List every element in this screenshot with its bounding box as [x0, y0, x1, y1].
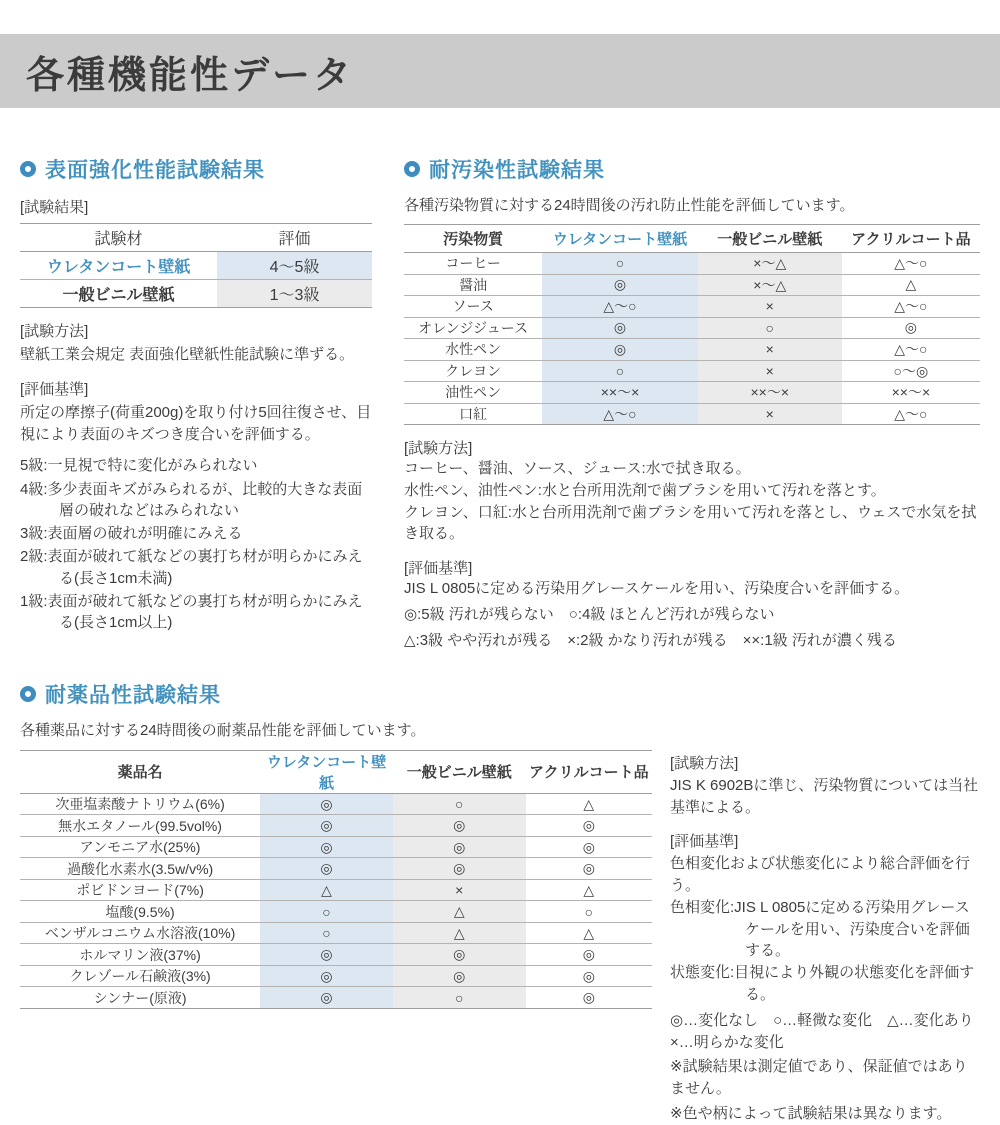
- stain-method-label: [試験方法]: [404, 440, 473, 457]
- row-label: 無水エタノール(99.5vol%): [58, 817, 222, 834]
- grade-item: 4級:多少表面キズがみられるが、比較的大きな表面層の破れなどはみられない: [20, 480, 363, 519]
- surface-criteria-text: 所定の摩擦子(荷重200g)を取り付け5回往復させ、目視により表面のキズつき度合いを評価する。: [20, 403, 372, 443]
- row-label: 油性ペン: [445, 384, 502, 401]
- result-cell: △: [260, 879, 393, 901]
- footnote: ※試験結果は測定値であり、保証値ではありません。: [670, 1057, 968, 1098]
- result-cell: △: [393, 901, 526, 923]
- table-row: [20, 252, 372, 280]
- table-row: [20, 965, 652, 987]
- row-label: アンモニア水(25%): [79, 839, 201, 855]
- footnote: ※色や柄によって試験結果は異なります。: [670, 1104, 952, 1122]
- row-label: クレゾール石鹸液(3%): [69, 968, 211, 984]
- stain-intro-text: 各種汚染物質に対する24時間後の汚れ防止性能を評価しています。: [404, 197, 855, 214]
- chemical-criteria-line: 色相変化および状態変化により総合評価を行う。: [670, 855, 971, 894]
- top-columns: [20, 154, 980, 653]
- table-row: [20, 836, 652, 858]
- table-row: [404, 296, 980, 318]
- table-row: [20, 987, 652, 1009]
- result-cell: 1〜3級: [217, 280, 372, 308]
- result-cell: ×: [698, 403, 842, 425]
- result-cell: ◎: [393, 965, 526, 987]
- table-row: [404, 382, 980, 404]
- result-cell: ×: [698, 339, 842, 361]
- table-header-row: [404, 225, 980, 253]
- surface-method-label: [試験方法]: [20, 323, 89, 340]
- result-cell: △: [905, 276, 917, 293]
- row-label: シンナー(原液): [93, 989, 187, 1006]
- grade-item: 5級:一見視で特に変化がみられない: [20, 457, 258, 475]
- result-cell: ◎: [582, 946, 595, 962]
- result-cell: ◎: [260, 793, 393, 815]
- row-label: 口紅: [459, 405, 488, 422]
- result-cell: ×: [698, 296, 842, 318]
- result-cell: ×〜△: [698, 274, 842, 296]
- table-row: [20, 901, 652, 923]
- column-header-acrylic: アクリルコート品: [529, 764, 649, 782]
- stain-table-body: [404, 253, 980, 425]
- result-cell: ◎: [260, 815, 393, 837]
- result-cell: ◎: [582, 860, 595, 876]
- table-row: [404, 274, 980, 296]
- column-header-chemical: 薬品名: [117, 764, 163, 782]
- result-cell: ○: [542, 253, 698, 275]
- section-stain-test: [404, 154, 980, 653]
- result-cell: △〜○: [894, 255, 928, 272]
- column-header-acrylic: アクリルコート品: [851, 231, 971, 248]
- result-cell: △〜○: [894, 298, 928, 315]
- row-label: コーヒー: [445, 255, 501, 272]
- stain-criteria-label: [評価基準]: [404, 560, 473, 577]
- row-label: 次亜塩素酸ナトリウム(6%): [55, 796, 225, 812]
- result-cell: ×〜△: [698, 253, 842, 275]
- table-row: [404, 253, 980, 275]
- chemical-table-body: [20, 793, 652, 1008]
- chemical-content-row: [20, 750, 980, 1125]
- result-cell: ◎: [904, 319, 917, 336]
- surface-method-text: 壁紙工業会規定 表面強化壁紙性能試験に準ずる。: [20, 346, 355, 363]
- section-surface-test: [20, 154, 372, 653]
- column-header-substance: 汚染物質: [443, 231, 504, 248]
- surface-criteria-label: [評価基準]: [20, 380, 89, 398]
- grade-item: 3級:表面層の破れが明確にみえる: [20, 525, 243, 543]
- result-cell: ◎: [542, 317, 698, 339]
- table-row: [404, 360, 980, 382]
- chemical-criteria-line: 状態変化:目視により外観の状態変化を評価する。: [670, 964, 975, 1003]
- stain-legend-line: ◎:5級 汚れが残らない ○:4級 ほとんど汚れが残らない: [404, 605, 775, 623]
- chemical-legend-line: ◎…変化なし ○…軽微な変化 △…変化あり: [670, 1011, 974, 1029]
- result-cell: ○: [393, 793, 526, 815]
- result-cell: △: [583, 795, 595, 812]
- row-label: 一般ビニル壁紙: [62, 287, 175, 304]
- result-cell: △: [583, 881, 595, 898]
- column-header-urethane: ウレタンコート壁紙: [552, 231, 688, 248]
- result-cell: ◎: [542, 339, 698, 361]
- result-cell: ◎: [582, 989, 595, 1005]
- row-label: 醤油: [459, 276, 488, 293]
- result-cell: ○: [698, 317, 842, 339]
- column-header-urethane: ウレタンコート壁紙: [266, 753, 387, 792]
- page-content: [0, 154, 1000, 1125]
- table-row: [404, 403, 980, 425]
- result-cell: ◎: [260, 987, 393, 1009]
- row-label: ホルマリン液(37%): [79, 946, 201, 963]
- chemical-test-table: [20, 750, 652, 1009]
- section-bullet-icon: [404, 161, 420, 177]
- section-chemical-test: [20, 679, 980, 1125]
- row-label: ウレタンコート壁紙: [46, 259, 191, 276]
- result-cell: ◎: [393, 836, 526, 858]
- table-row: [20, 858, 652, 880]
- row-label: ソース: [452, 298, 494, 315]
- result-cell: ◎: [260, 944, 393, 966]
- row-label: クレヨン: [445, 362, 502, 379]
- page-header: [0, 34, 1000, 108]
- stain-test-table: [404, 224, 980, 425]
- result-cell: ○〜◎: [893, 362, 929, 379]
- result-cell: △: [393, 922, 526, 944]
- row-label: ベンザルコニウム水溶液(10%): [44, 925, 236, 941]
- surface-grade-list: [20, 455, 372, 633]
- result-cell: ◎: [393, 858, 526, 880]
- stain-method-line: コーヒー、醤油、ソース、ジュース:水で拭き取る。: [404, 460, 751, 477]
- grade-item: 1級:表面が破れて紙などの裏打ち材が明らかにみえる(長さ1cm以上): [20, 593, 363, 632]
- chemical-criteria-label: [評価基準]: [670, 833, 739, 851]
- table-row: [20, 879, 652, 901]
- result-cell: ◎: [393, 944, 526, 966]
- row-label: 水性ペン: [445, 341, 502, 358]
- section-stain-title-row: [404, 154, 980, 184]
- section-chemical-title-row: [20, 679, 980, 709]
- column-header-vinyl: 一般ビニル壁紙: [717, 231, 823, 248]
- surface-test-table: [20, 223, 372, 308]
- table-row: [20, 793, 652, 815]
- chemical-table-wrap: [20, 750, 652, 1125]
- row-label: 過酸化水素水(3.5w/v%): [66, 860, 214, 877]
- result-cell: △〜○: [542, 296, 698, 318]
- result-cell: 4〜5級: [217, 252, 372, 280]
- result-cell: ○: [260, 901, 393, 923]
- column-header-vinyl: 一般ビニル壁紙: [406, 764, 512, 782]
- column-header-rating: 評価: [278, 231, 311, 248]
- result-cell: ◎: [260, 965, 393, 987]
- stain-method-line: 水性ペン、油性ペン:水と台所用洗剤で歯ブラシを用いて汚れを落とす。: [404, 481, 886, 499]
- chemical-notes: [670, 750, 980, 1125]
- result-cell: △〜○: [894, 405, 928, 422]
- result-cell: ××〜×: [542, 382, 698, 404]
- table-header-row: [20, 750, 652, 793]
- page-title: 各種機能性データ: [26, 54, 355, 97]
- chemical-intro-text: 各種薬品に対する24時間後の耐薬品性能を評価しています。: [20, 721, 426, 739]
- row-label: オレンジジュース: [418, 319, 529, 336]
- result-cell: ○: [542, 360, 698, 382]
- surface-table-body: [20, 252, 372, 308]
- section-bullet-icon: [20, 161, 36, 177]
- section-bullet-icon: [20, 686, 36, 702]
- result-cell: ◎: [393, 815, 526, 837]
- result-cell: △〜○: [894, 341, 928, 358]
- result-cell: ◎: [260, 836, 393, 858]
- grade-item: 2級:表面が破れて紙などの裏打ち材が明らかにみえる(長さ1cm未満): [20, 548, 363, 587]
- table-row: [404, 317, 980, 339]
- result-cell: △〜○: [542, 403, 698, 425]
- stain-criteria-line: JIS L 0805に定める汚染用グレースケールを用い、汚染度合いを評価する。: [404, 580, 910, 597]
- result-cell: ××〜×: [891, 384, 931, 401]
- result-cell: ◎: [582, 967, 595, 984]
- chemical-method-label: [試験方法]: [670, 754, 739, 772]
- table-header-row: [20, 224, 372, 252]
- result-cell: ×: [698, 360, 842, 382]
- table-row: [20, 280, 372, 308]
- surface-result-label: [試験結果]: [20, 199, 89, 216]
- result-cell: ◎: [582, 817, 595, 833]
- row-label: ポビドンヨード(7%): [76, 882, 204, 898]
- chemical-legend-line: ×…明らかな変化: [670, 1034, 784, 1051]
- result-cell: ○: [393, 987, 526, 1009]
- table-row: [20, 922, 652, 944]
- section-chemical-title: 耐薬品性試験結果: [45, 683, 221, 707]
- stain-legend-line: △:3級 やや汚れが残る ×:2級 かなり汚れが残る ××:1級 汚れが濃く残る: [404, 632, 897, 650]
- column-header-material: 試験材: [94, 231, 143, 248]
- row-label: 塩酸(9.5%): [105, 903, 175, 920]
- result-cell: ○: [584, 903, 594, 920]
- result-cell: △: [583, 924, 595, 941]
- section-surface-title: 表面強化性能試験結果: [45, 159, 265, 182]
- section-surface-title-row: [20, 154, 372, 184]
- chemical-method-text: JIS K 6902Bに準じ、汚染物質については当社基準による。: [670, 776, 979, 816]
- result-cell: ◎: [260, 858, 393, 880]
- result-cell: ◎: [582, 838, 595, 855]
- stain-method-line: クレヨン、口紅:水と台所用洗剤で歯ブラシを用いて汚れを落とし、ウェスで水気を拭き取る。: [404, 503, 977, 543]
- table-row: [404, 339, 980, 361]
- table-row: [20, 944, 652, 966]
- result-cell: ◎: [542, 274, 698, 296]
- result-cell: ×: [393, 879, 526, 901]
- table-row: [20, 815, 652, 837]
- result-cell: ○: [260, 922, 393, 944]
- section-stain-title: 耐汚染性試験結果: [429, 159, 605, 182]
- result-cell: ××〜×: [698, 382, 842, 404]
- chemical-criteria-line: 色相変化:JIS L 0805に定める汚染用グレースケールを用い、汚染度合いを評価する。: [670, 898, 970, 960]
